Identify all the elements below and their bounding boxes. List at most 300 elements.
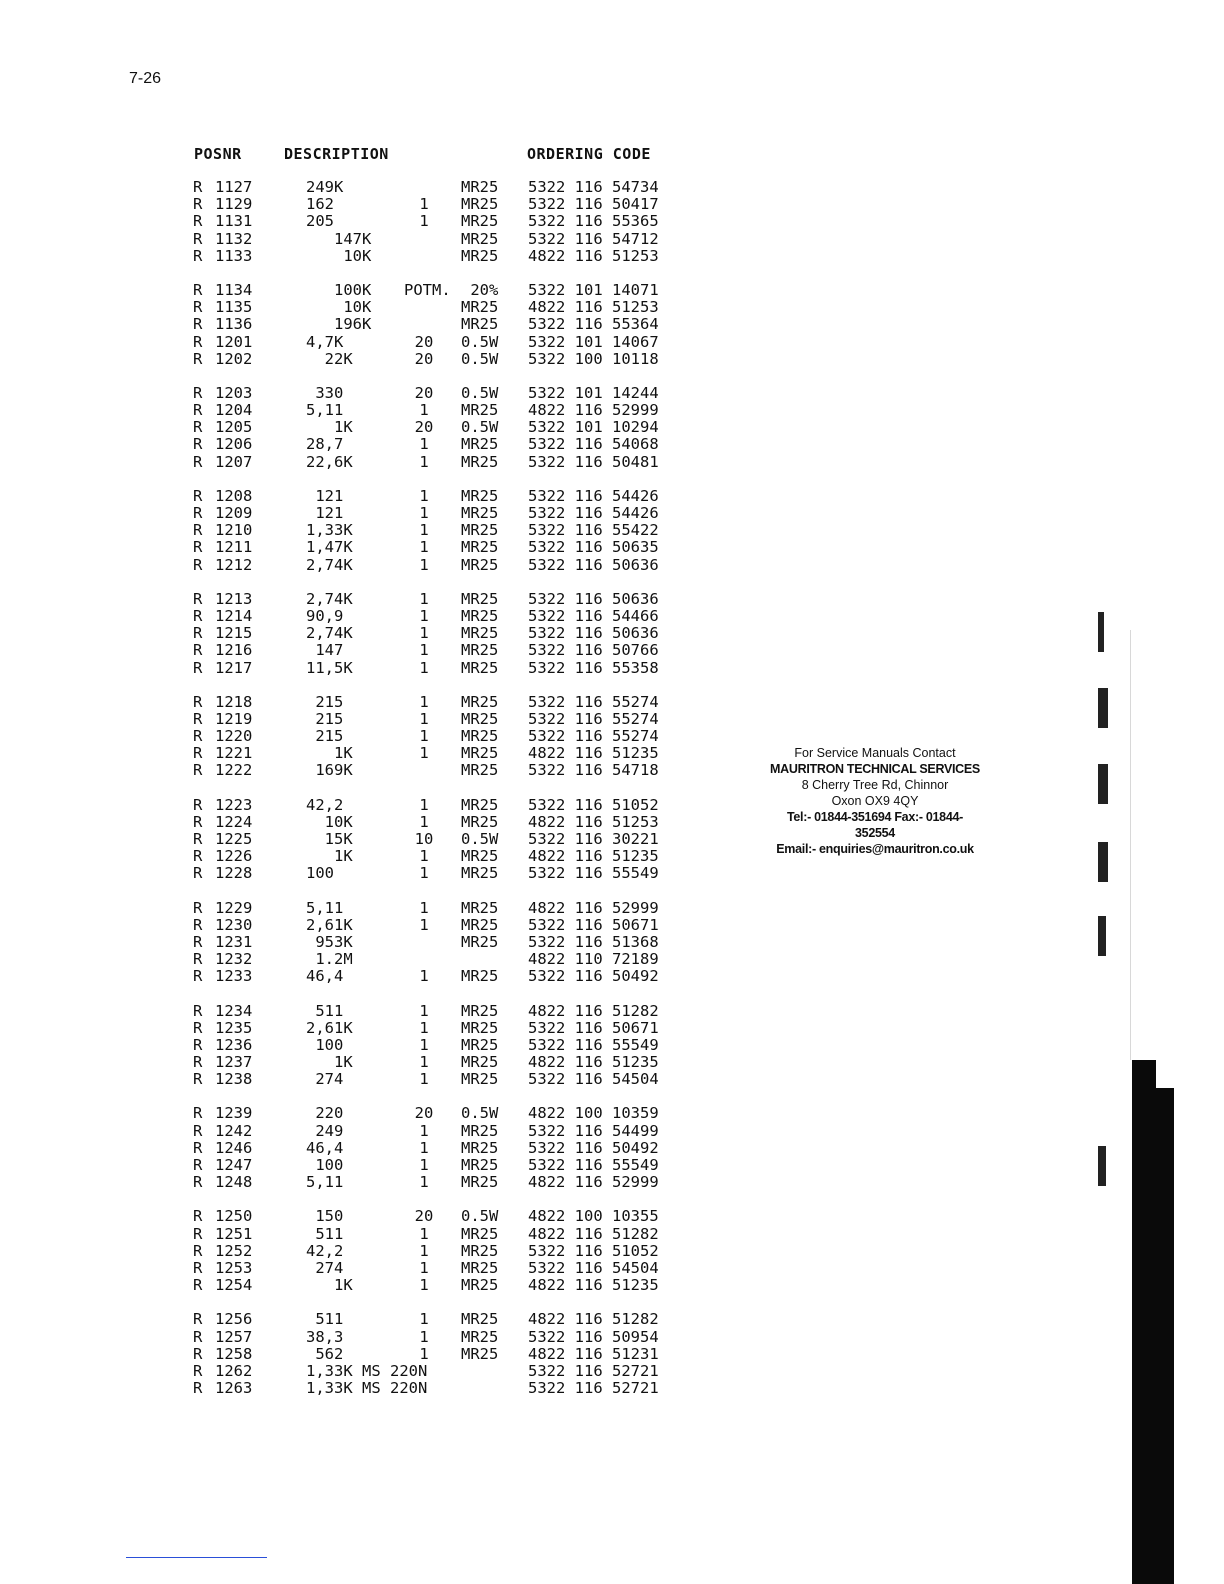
parts-group bbox=[0, 179, 800, 265]
table-row bbox=[0, 316, 800, 333]
table-row bbox=[0, 385, 800, 402]
component-type: R bbox=[193, 1207, 203, 1226]
component-type: R bbox=[193, 692, 203, 711]
component-type: R bbox=[193, 847, 203, 866]
component-value: 90,9 bbox=[306, 606, 344, 625]
component-value: 249K bbox=[306, 178, 344, 196]
position-number: 1218 bbox=[215, 692, 253, 711]
ordering-code: 4822 116 52999 bbox=[528, 898, 659, 917]
table-row bbox=[0, 831, 800, 848]
position-number: 1237 bbox=[215, 1053, 253, 1072]
ordering-code: 5322 116 50492 bbox=[528, 967, 659, 986]
component-kind: MR25 bbox=[461, 795, 499, 814]
ordering-code: 5322 116 50766 bbox=[528, 641, 659, 660]
table-row bbox=[0, 1226, 800, 1243]
table-row bbox=[0, 591, 800, 608]
tolerance: 1 bbox=[419, 727, 429, 746]
ordering-code: 5322 116 54068 bbox=[528, 435, 659, 454]
ordering-code: 5322 116 50671 bbox=[528, 915, 659, 934]
tolerance: 1 bbox=[419, 212, 429, 231]
component-value: 511 bbox=[306, 1310, 344, 1329]
component-kind: 0.5W bbox=[461, 332, 499, 351]
component-value: 1K bbox=[306, 1053, 353, 1072]
component-kind: 0.5W bbox=[461, 830, 499, 848]
ordering-code: 5322 116 54504 bbox=[528, 1258, 659, 1277]
ordering-code: 5322 101 10294 bbox=[528, 418, 659, 437]
table-row bbox=[0, 1037, 800, 1054]
component-value: 46,4 bbox=[306, 1138, 344, 1157]
component-type: R bbox=[193, 830, 203, 848]
position-number: 1233 bbox=[215, 967, 253, 986]
tolerance: 1 bbox=[419, 555, 429, 574]
tolerance: 20 bbox=[414, 1207, 434, 1226]
position-number: 1229 bbox=[215, 898, 253, 917]
position-number: 1201 bbox=[215, 332, 253, 351]
component-value: 215 bbox=[306, 692, 344, 711]
component-type: R bbox=[193, 1276, 203, 1295]
component-value: 2,61K bbox=[306, 915, 353, 934]
position-number: 1135 bbox=[215, 298, 253, 317]
tolerance: 1 bbox=[419, 1070, 429, 1089]
position-number: 1256 bbox=[215, 1310, 253, 1329]
table-row bbox=[0, 419, 800, 436]
table-row bbox=[0, 539, 800, 556]
component-type: R bbox=[193, 1121, 203, 1140]
ordering-code: 4822 116 51235 bbox=[528, 1053, 659, 1072]
component-type: R bbox=[193, 195, 203, 214]
component-value: 22K bbox=[306, 349, 353, 368]
position-number: 1230 bbox=[215, 915, 253, 934]
component-value: 42,2 bbox=[306, 795, 344, 814]
component-kind: MR25 bbox=[461, 624, 499, 643]
component-kind: MR25 bbox=[461, 246, 499, 265]
component-kind: MR25 bbox=[461, 1276, 499, 1295]
component-type: R bbox=[193, 1001, 203, 1020]
position-number: 1215 bbox=[215, 624, 253, 643]
position-number: 1242 bbox=[215, 1121, 253, 1140]
component-kind: MR25 bbox=[461, 1258, 499, 1277]
position-number: 1236 bbox=[215, 1035, 253, 1054]
position-number: 1246 bbox=[215, 1138, 253, 1157]
component-value: 953K bbox=[306, 932, 353, 951]
tolerance: 10 bbox=[414, 830, 434, 848]
component-type: R bbox=[193, 298, 203, 317]
component-type: R bbox=[193, 332, 203, 351]
component-value: 274 bbox=[306, 1070, 344, 1089]
contact-email: Email:- enquiries@mauritron.co.uk bbox=[776, 842, 974, 856]
ordering-code: 5322 116 50492 bbox=[528, 1138, 659, 1157]
position-number: 1221 bbox=[215, 744, 253, 763]
parts-group bbox=[0, 1311, 800, 1397]
position-number: 1252 bbox=[215, 1241, 253, 1260]
ordering-code: 5322 116 55274 bbox=[528, 692, 659, 711]
component-kind: MR25 bbox=[461, 1053, 499, 1072]
position-number: 1208 bbox=[215, 486, 253, 505]
component-type: R bbox=[193, 1327, 203, 1346]
ordering-code: 5322 116 55274 bbox=[528, 727, 659, 746]
ordering-code: 4822 116 51231 bbox=[528, 1344, 659, 1363]
parts-group bbox=[0, 591, 800, 677]
component-value: 1K bbox=[306, 847, 353, 866]
component-type: R bbox=[193, 280, 203, 299]
component-kind: MR25 bbox=[461, 1224, 499, 1243]
component-value: 511 bbox=[306, 1224, 344, 1243]
component-kind: MR25 bbox=[461, 761, 499, 780]
table-row bbox=[0, 848, 800, 865]
component-kind: MR25 bbox=[461, 1310, 499, 1329]
component-value: 196K bbox=[306, 315, 372, 334]
component-type: R bbox=[193, 504, 203, 522]
ordering-code: 4822 116 51235 bbox=[528, 744, 659, 763]
position-number: 1253 bbox=[215, 1258, 253, 1277]
ordering-code: 5322 116 50671 bbox=[528, 1018, 659, 1037]
component-value: 169K bbox=[306, 761, 353, 780]
scan-black-tab bbox=[1132, 1060, 1174, 1584]
posnr-header: POSNR bbox=[194, 145, 242, 163]
component-kind: MR25 bbox=[461, 486, 499, 505]
table-row bbox=[0, 1346, 800, 1363]
table-row bbox=[0, 1123, 800, 1140]
table-row bbox=[0, 282, 800, 299]
component-type: R bbox=[193, 538, 203, 557]
component-type: R bbox=[193, 641, 203, 660]
table-row bbox=[0, 797, 800, 814]
position-number: 1251 bbox=[215, 1224, 253, 1243]
component-kind: MR25 bbox=[461, 727, 499, 746]
ordering-code: 5322 116 55422 bbox=[528, 521, 659, 540]
parts-group bbox=[0, 1003, 800, 1089]
tolerance: 20 bbox=[414, 383, 434, 402]
binding-mark bbox=[1098, 612, 1104, 652]
table-row bbox=[0, 917, 800, 934]
ordering-code: 5322 116 54718 bbox=[528, 761, 659, 780]
tolerance: 20 bbox=[414, 1104, 434, 1123]
ordering-code: 5322 116 50636 bbox=[528, 624, 659, 643]
component-kind: MR25 bbox=[461, 932, 499, 951]
tolerance: 1 bbox=[419, 915, 429, 934]
component-type: R bbox=[193, 1361, 203, 1380]
table-row bbox=[0, 1260, 800, 1277]
table-row bbox=[0, 1363, 800, 1380]
ordering-code: 5322 116 55274 bbox=[528, 709, 659, 728]
position-number: 1257 bbox=[215, 1327, 253, 1346]
table-row bbox=[0, 299, 800, 316]
table-row bbox=[0, 728, 800, 745]
tolerance: 1 bbox=[419, 452, 429, 471]
tolerance: 1 bbox=[419, 967, 429, 986]
contact-postcode: Oxon OX9 4QY bbox=[831, 794, 919, 808]
tolerance: 1 bbox=[419, 435, 429, 454]
tolerance: 1 bbox=[419, 195, 429, 214]
parts-group bbox=[0, 797, 800, 883]
ordering-code: 5322 116 54499 bbox=[528, 1121, 659, 1140]
component-value: 562 bbox=[306, 1344, 344, 1363]
position-number: 1216 bbox=[215, 641, 253, 660]
position-number: 1258 bbox=[215, 1344, 253, 1363]
tolerance: 1 bbox=[419, 1310, 429, 1329]
ordering-code: 5322 116 54734 bbox=[528, 178, 659, 196]
position-number: 1207 bbox=[215, 452, 253, 471]
component-type: R bbox=[193, 898, 203, 917]
component-type: R bbox=[193, 761, 203, 780]
ordering-code: 5322 116 30221 bbox=[528, 830, 659, 848]
tolerance: 1 bbox=[419, 1276, 429, 1295]
position-number: 1223 bbox=[215, 795, 253, 814]
table-row bbox=[0, 1157, 800, 1174]
component-kind: MR25 bbox=[461, 864, 499, 883]
component-type: R bbox=[193, 589, 203, 608]
component-kind: MR25 bbox=[461, 178, 499, 196]
parts-group bbox=[0, 1208, 800, 1294]
table-row bbox=[0, 608, 800, 625]
component-type: R bbox=[193, 950, 203, 969]
component-type: R bbox=[193, 606, 203, 625]
component-type: R bbox=[193, 1258, 203, 1277]
component-value: 147 bbox=[306, 641, 344, 660]
position-number: 1232 bbox=[215, 950, 253, 969]
ordering-code: 5322 116 54426 bbox=[528, 504, 659, 522]
component-value: 15K bbox=[306, 830, 353, 848]
position-number: 1204 bbox=[215, 401, 253, 420]
ordering-code: 4822 116 51235 bbox=[528, 847, 659, 866]
tolerance: 1 bbox=[419, 504, 429, 522]
component-kind: 0.5W bbox=[461, 1104, 499, 1123]
contact-phone: Tel:- 01844-351694 Fax:- 01844-352554 bbox=[787, 810, 963, 840]
component-type: R bbox=[193, 727, 203, 746]
binding-mark bbox=[1098, 916, 1106, 956]
tolerance: 1 bbox=[419, 521, 429, 540]
table-row bbox=[0, 231, 800, 248]
component-kind: MR25 bbox=[461, 298, 499, 317]
component-type: R bbox=[193, 1053, 203, 1072]
component-kind: MR25 bbox=[461, 555, 499, 574]
table-row bbox=[0, 900, 800, 917]
component-kind: MR25 bbox=[461, 812, 499, 831]
ordering-code: 5322 116 51368 bbox=[528, 932, 659, 951]
tolerance: 1 bbox=[419, 709, 429, 728]
table-row bbox=[0, 951, 800, 968]
component-value: 162 bbox=[306, 195, 334, 214]
component-kind: MR25 bbox=[461, 521, 499, 540]
description-header: DESCRIPTION bbox=[284, 145, 389, 163]
ordering-code: 4822 116 52999 bbox=[528, 401, 659, 420]
ordering-code: 4822 116 51282 bbox=[528, 1001, 659, 1020]
component-type: R bbox=[193, 212, 203, 231]
table-row bbox=[0, 505, 800, 522]
component-value: 215 bbox=[306, 727, 344, 746]
component-value: 1K bbox=[306, 744, 353, 763]
tolerance: 20 bbox=[414, 332, 434, 351]
ordering-code: 5322 101 14071 bbox=[528, 280, 659, 299]
component-type: R bbox=[193, 1070, 203, 1089]
position-number: 1219 bbox=[215, 709, 253, 728]
ordering-code: 4822 116 51253 bbox=[528, 298, 659, 317]
component-value: 215 bbox=[306, 709, 344, 728]
ordering-code: 4822 100 10359 bbox=[528, 1104, 659, 1123]
component-value: 100K bbox=[306, 280, 372, 299]
position-number: 1127 bbox=[215, 178, 253, 196]
component-value: 1K bbox=[306, 1276, 353, 1295]
component-kind: 20% bbox=[461, 280, 499, 299]
tolerance: 1 bbox=[419, 1241, 429, 1260]
position-number: 1228 bbox=[215, 864, 253, 883]
component-kind: MR25 bbox=[461, 1327, 499, 1346]
tolerance: 1 bbox=[419, 812, 429, 831]
component-value: 42,2 bbox=[306, 1241, 344, 1260]
table-row bbox=[0, 488, 800, 505]
component-kind: MR25 bbox=[461, 967, 499, 986]
component-kind: MR25 bbox=[461, 915, 499, 934]
component-type: R bbox=[193, 315, 203, 334]
tolerance: 1 bbox=[419, 1156, 429, 1174]
tolerance: 1 bbox=[419, 538, 429, 557]
contact-company: MAURITRON TECHNICAL SERVICES bbox=[770, 762, 980, 776]
component-type: R bbox=[193, 521, 203, 540]
position-number: 1211 bbox=[215, 538, 253, 557]
component-value: 2,74K bbox=[306, 589, 353, 608]
component-type: R bbox=[193, 1241, 203, 1260]
tolerance: 1 bbox=[419, 898, 429, 917]
component-type: R bbox=[193, 812, 203, 831]
table-row bbox=[0, 454, 800, 471]
tolerance: 1 bbox=[419, 1327, 429, 1346]
ordering-code: 5322 116 54466 bbox=[528, 606, 659, 625]
component-value: 5,11 bbox=[306, 1173, 344, 1192]
tolerance: 1 bbox=[419, 1001, 429, 1020]
service-contact-block bbox=[770, 745, 980, 857]
component-kind: MR25 bbox=[461, 692, 499, 711]
table-row bbox=[0, 1003, 800, 1020]
component-type: R bbox=[193, 1173, 203, 1192]
component-kind: MR25 bbox=[461, 847, 499, 866]
ordering-code: 5322 116 54426 bbox=[528, 486, 659, 505]
table-row bbox=[0, 248, 800, 265]
binding-mark bbox=[1098, 842, 1108, 882]
binding-mark bbox=[1098, 764, 1108, 804]
tolerance: 1 bbox=[419, 589, 429, 608]
table-row bbox=[0, 402, 800, 419]
component-type: R bbox=[193, 452, 203, 471]
component-type: R bbox=[193, 555, 203, 574]
table-row bbox=[0, 196, 800, 213]
parts-list bbox=[0, 179, 800, 1414]
ordering-code: 4822 100 10355 bbox=[528, 1207, 659, 1226]
component-value: 5,11 bbox=[306, 898, 344, 917]
position-number: 1212 bbox=[215, 555, 253, 574]
component-type: R bbox=[193, 401, 203, 420]
component-kind: MR25 bbox=[461, 1018, 499, 1037]
ordering-code: 5322 116 50481 bbox=[528, 452, 659, 471]
component-type: R bbox=[193, 1224, 203, 1243]
component-value: 121 bbox=[306, 504, 344, 522]
position-number: 1133 bbox=[215, 246, 253, 265]
component-value: 4,7K bbox=[306, 332, 344, 351]
component-kind: MR25 bbox=[461, 315, 499, 334]
component-kind: MR25 bbox=[461, 1121, 499, 1140]
component-type: R bbox=[193, 349, 203, 368]
ordering-code: 5322 116 50635 bbox=[528, 538, 659, 557]
position-number: 1129 bbox=[215, 195, 253, 214]
component-value: 10K bbox=[306, 298, 372, 317]
parts-group bbox=[0, 385, 800, 471]
position-number: 1250 bbox=[215, 1207, 253, 1226]
component-kind: MR25 bbox=[461, 538, 499, 557]
component-kind: MR25 bbox=[461, 744, 499, 763]
component-type: R bbox=[193, 1310, 203, 1329]
ordering-code: 4822 116 51282 bbox=[528, 1310, 659, 1329]
table-row bbox=[0, 1071, 800, 1088]
component-type: R bbox=[193, 435, 203, 454]
table-row bbox=[0, 934, 800, 951]
table-row bbox=[0, 660, 800, 677]
tolerance: 1 bbox=[419, 658, 429, 677]
component-type: R bbox=[193, 1344, 203, 1363]
table-row bbox=[0, 334, 800, 351]
position-number: 1247 bbox=[215, 1156, 253, 1174]
position-number: 1134 bbox=[215, 280, 253, 299]
parts-group bbox=[0, 282, 800, 368]
table-row bbox=[0, 1140, 800, 1157]
component-value: 249 bbox=[306, 1121, 344, 1140]
component-kind: MR25 bbox=[461, 1344, 499, 1363]
component-type: R bbox=[193, 1104, 203, 1123]
position-number: 1217 bbox=[215, 658, 253, 677]
table-row bbox=[0, 814, 800, 831]
tolerance: 1 bbox=[419, 1258, 429, 1277]
component-value: 5,11 bbox=[306, 401, 344, 420]
tolerance: 1 bbox=[419, 486, 429, 505]
parts-group bbox=[0, 488, 800, 574]
component-value: 100 bbox=[306, 1035, 344, 1054]
tolerance: 1 bbox=[419, 1173, 429, 1192]
component-kind: MR25 bbox=[461, 195, 499, 214]
parts-table-header bbox=[0, 145, 800, 165]
parts-group bbox=[0, 694, 800, 780]
component-value: 1K bbox=[306, 418, 353, 437]
ordering-code: 5322 116 50636 bbox=[528, 555, 659, 574]
component-type: R bbox=[193, 246, 203, 265]
position-number: 1203 bbox=[215, 383, 253, 402]
component-kind: 0.5W bbox=[461, 418, 499, 437]
position-number: 1224 bbox=[215, 812, 253, 831]
table-row bbox=[0, 1311, 800, 1328]
tolerance: 1 bbox=[419, 744, 429, 763]
component-type: R bbox=[193, 744, 203, 763]
ordering-code: 5322 116 51052 bbox=[528, 1241, 659, 1260]
position-number: 1205 bbox=[215, 418, 253, 437]
component-value: 100 bbox=[306, 1156, 344, 1174]
binding-mark bbox=[1098, 688, 1108, 728]
component-kind: MR25 bbox=[461, 658, 499, 677]
page-number: 7-26 bbox=[129, 70, 162, 87]
position-number: 1131 bbox=[215, 212, 253, 231]
component-kind: MR25 bbox=[461, 1035, 499, 1054]
tolerance: POTM. bbox=[404, 280, 451, 299]
component-value: 150 bbox=[306, 1207, 344, 1226]
table-row bbox=[0, 1380, 800, 1397]
position-number: 1239 bbox=[215, 1104, 253, 1123]
ordering-code: 5322 116 50636 bbox=[528, 589, 659, 608]
component-value: 220 bbox=[306, 1104, 344, 1123]
component-type: R bbox=[193, 658, 203, 677]
position-number: 1262 bbox=[215, 1361, 253, 1380]
position-number: 1132 bbox=[215, 229, 253, 248]
component-type: R bbox=[193, 709, 203, 728]
component-value: 1,33K MS 220N bbox=[306, 1361, 428, 1380]
table-row bbox=[0, 625, 800, 642]
position-number: 1206 bbox=[215, 435, 253, 454]
component-value: 100 bbox=[306, 864, 334, 883]
